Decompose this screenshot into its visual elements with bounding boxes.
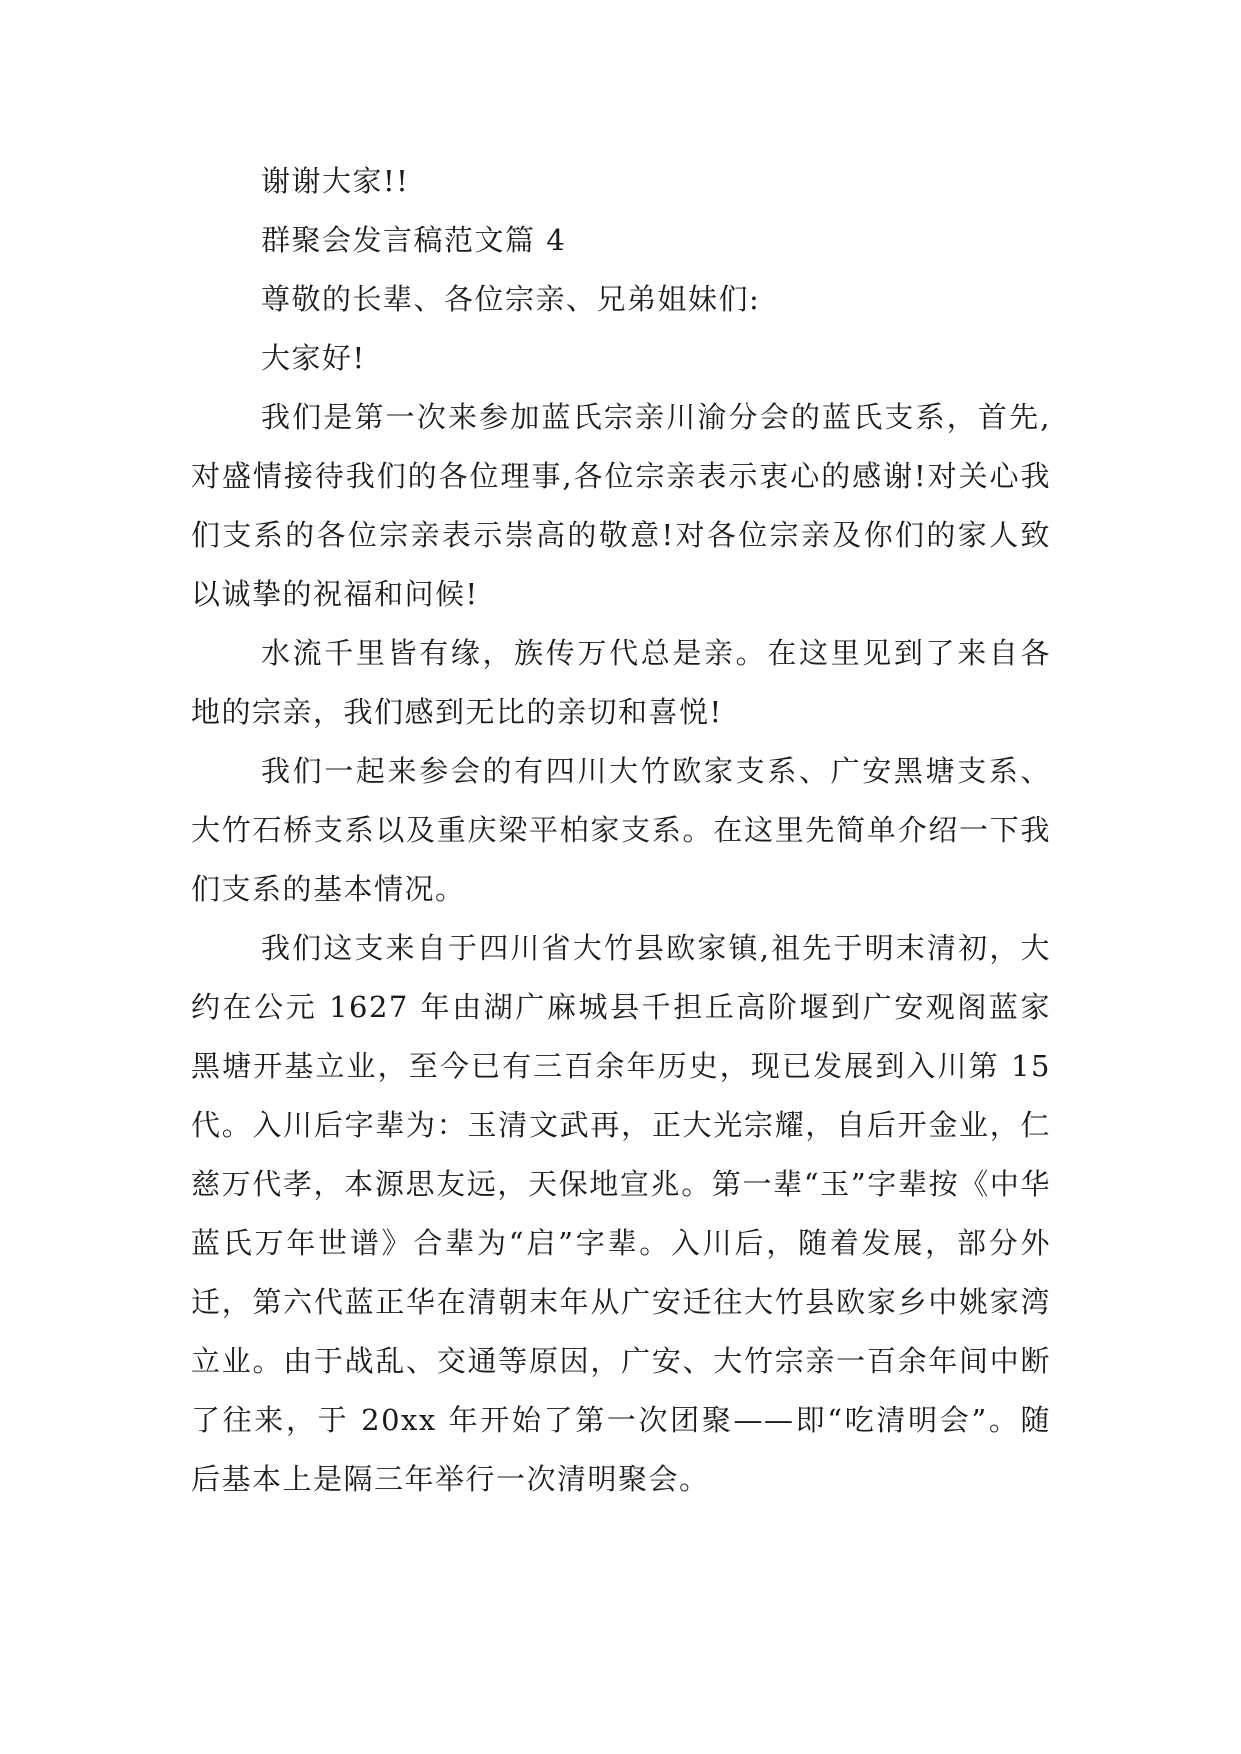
paragraph-intro: 我们是第一次来参加蓝氏宗亲川渝分会的蓝氏支系，首先,对盛情接待我们的各位理事,各位宗亲表示衷心的感谢!对关心我们支系的各位宗亲表示崇高的敬意!对各位宗亲及你们的家人致以诚挚的祝福和问候! (191, 400, 1051, 611)
paragraph-branches: 我们一起来参会的有四川大竹欧家支系、广安黑塘支系、大竹石桥支系以及重庆梁平柏家支系。在这里先简单介绍一下我们支系的基本情况。 (191, 754, 1051, 906)
greeting: 大家好! (261, 341, 366, 375)
salutation: 尊敬的长辈、各位宗亲、兄弟姐妹们: (261, 282, 761, 316)
paragraph-kinship: 水流千里皆有缘，族传万代总是亲。在这里见到了来自各地的宗亲，我们感到无比的亲切和喜悦! (191, 636, 1051, 729)
section-heading: 群聚会发言稿范文篇 4 (261, 223, 567, 257)
closing-thanks: 谢谢大家!! (261, 164, 410, 198)
document-body (191, 152, 1051, 1509)
paragraph-history: 我们这支来自于四川省大竹县欧家镇,祖先于明末清初，大约在公元 1627 年由湖广麻城县千担丘高阶堰到广安观阁蓝家黑塘开基立业，至今已有三百余年历史，现已发展到入川第 15 代。入川后字辈为：玉清文武再，正大光宗耀，自后开金业，仁慈万代孝，本源思友远，天保地宣兆。第一辈“玉”字辈按《中华蓝氏万年世谱》合辈为“启”字辈。入川后，随着发展，部分外迁，第六代蓝正华在清朝末年从广安迁往大竹县欧家乡中姚家湾立业。由于战乱、交通等原因，广安、大竹宗亲一百余年间中断了往来，于 20xx 年开始了第一次团聚——即“吃清明会”。随后基本上是隔三年举行一次清明聚会。 (191, 931, 1051, 1496)
